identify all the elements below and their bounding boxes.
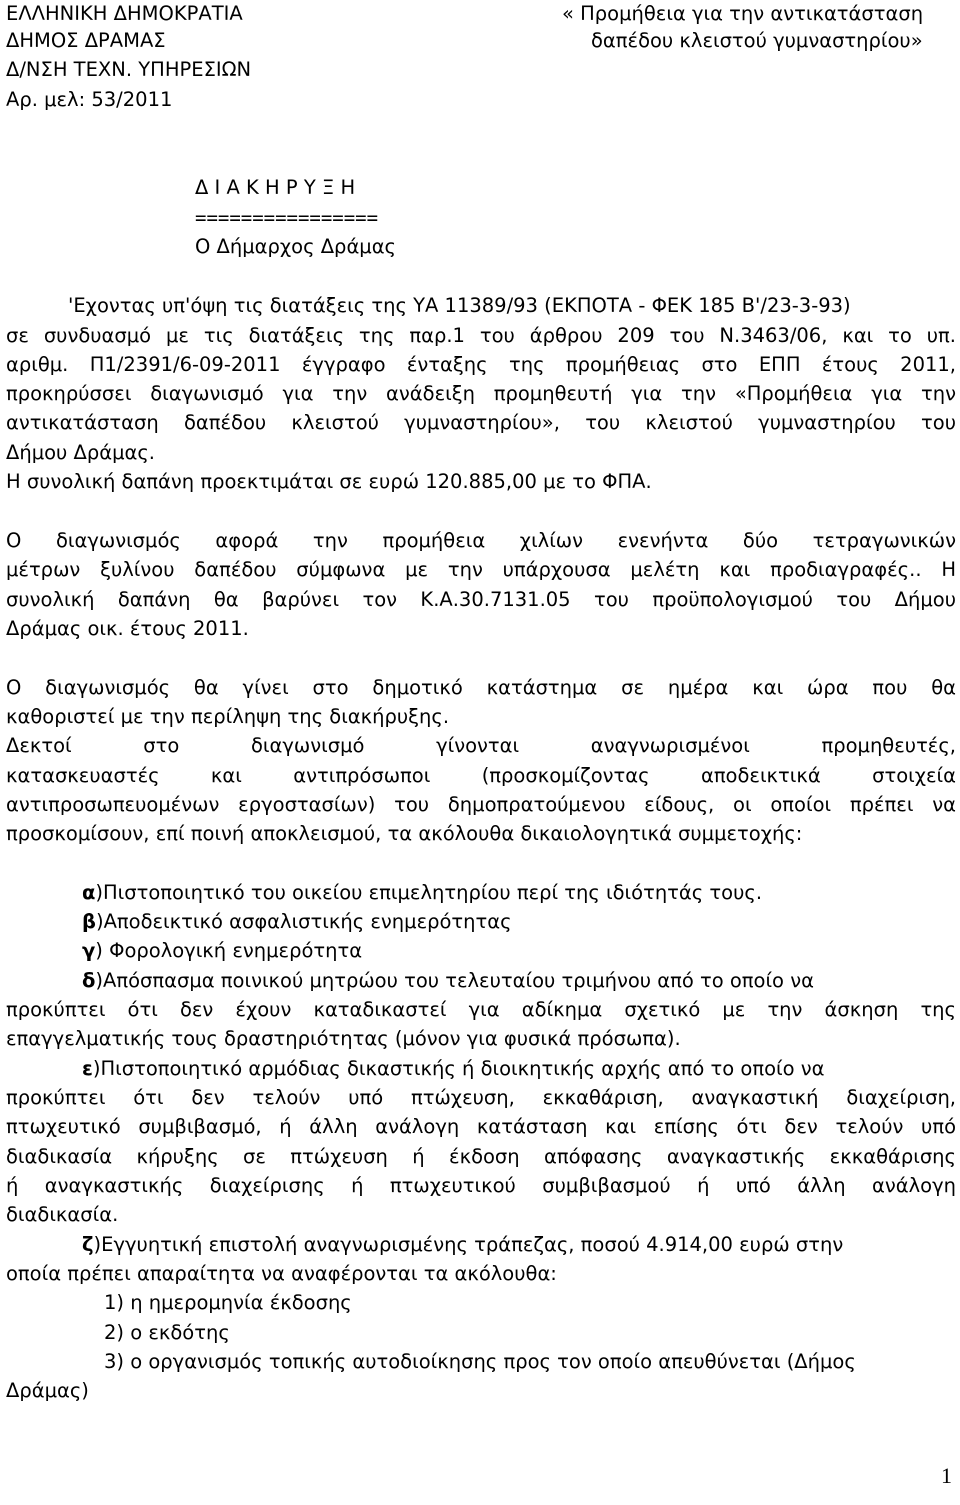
body-line-16: αντιπροσωπευομένων εργοστασίων) του δημοπρατούμενου είδους, οι οποίοι πρέπει να bbox=[6, 793, 956, 816]
item-z-label: ζ bbox=[82, 1233, 94, 1256]
item-e bbox=[82, 1055, 956, 1083]
body-line-10: συνολική δαπάνη θα βαρύνει τον Κ.Α.30.7131.05 του προϋπολογισμού του Δήμου bbox=[6, 588, 956, 611]
item-e-text: )Πιστοποιητικό αρμόδιας δικαστικής ή διοικητικής αρχής από το οποίο να bbox=[92, 1057, 825, 1080]
page-number: 1 bbox=[941, 1463, 952, 1488]
title-mayor: Ο Δήμαρχος Δράμας bbox=[195, 235, 396, 258]
body-line-12: Ο διαγωνισμός θα γίνει στο δημοτικό κατάστημα σε ημέρα και ώρα που θα bbox=[6, 676, 956, 699]
body-line-1: 'Εχοντας υπ'όψη τις διατάξεις της ΥΑ 11389/93 (ΕΚΠΟΤΑ - ΦΕΚ 185 Β'/23-3-93) bbox=[68, 294, 851, 317]
body-line-14: Δεκτοί στο διαγωνισμό γίνονται αναγνωρισμένοι προμηθευτές, bbox=[6, 734, 956, 757]
item-e-line4: διαδικασία κήρυξης σε πτώχευση ή έκδοση απόφασης αναγκαστικής εκκαθάρισης bbox=[6, 1145, 956, 1168]
header-subject-line2: δαπέδου κλειστού γυμναστηρίου» bbox=[591, 29, 923, 52]
item-c bbox=[82, 937, 956, 965]
item-e-label: ε bbox=[82, 1057, 93, 1080]
item-c-text: ) Φορολογική ενημερότητα bbox=[95, 939, 363, 962]
header-department: Δ/ΝΣΗ ΤΕΧΝ. ΥΠΗΡΕΣΙΩΝ bbox=[6, 58, 252, 81]
item-z bbox=[82, 1231, 956, 1259]
body-line-15: κατασκευαστές και αντιπρόσωποι (προσκομίζοντας αποδεικτικά στοιχεία bbox=[6, 764, 956, 787]
subitem-2: 2) ο εκδότης bbox=[104, 1321, 230, 1344]
header-municipality: ΔΗΜΟΣ ΔΡΑΜΑΣ bbox=[6, 29, 166, 52]
body-line-5: αντικατάσταση δαπέδου κλειστού γυμναστηρίου», του κλειστού γυμναστηρίου του bbox=[6, 411, 956, 434]
subitem-3-cont: Δράμας) bbox=[6, 1379, 89, 1402]
item-b-text: )Αποδεικτικό ασφαλιστικής ενημερότητας bbox=[95, 910, 512, 933]
item-a-label: α bbox=[82, 881, 96, 904]
header-subject-line1: « Προμήθεια για την αντικατάσταση bbox=[562, 2, 924, 25]
item-a-text: )Πιστοποιητικό του οικείου επιμελητηρίου περί της ιδιότητάς τους. bbox=[95, 881, 763, 904]
subitem-3: 3) ο οργανισμός τοπικής αυτοδιοίκησης προς τον οποίο απευθύνεται (Δήμος bbox=[104, 1350, 856, 1373]
item-z-line2: οποία πρέπει απαραίτητα να αναφέρονται τα ακόλουθα: bbox=[6, 1262, 557, 1285]
header-country: ΕΛΛΗΝΙΚΗ ΔΗΜΟΚΡΑΤΙΑ bbox=[6, 2, 243, 25]
body-line-2: σε συνδυασμό με τις διατάξεις της παρ.1 του άρθρου 209 του Ν.3463/06, και το υπ. bbox=[6, 324, 956, 347]
body-line-7: Η συνολική δαπάνη προεκτιμάται σε ευρώ 120.885,00 με το ΦΠΑ. bbox=[6, 470, 652, 493]
item-d-line2: προκύπτει ότι δεν έχουν καταδικαστεί για αδίκημα σχετικό με την άσκηση της bbox=[6, 998, 956, 1021]
item-d bbox=[82, 967, 956, 995]
item-b-label: β bbox=[82, 910, 96, 933]
item-c-label: γ bbox=[82, 939, 96, 962]
item-z-text: )Εγγυητική επιστολή αναγνωρισμένης τράπεζας, ποσού 4.914,00 ευρώ στην bbox=[93, 1233, 844, 1256]
body-line-11: Δράμας οικ. έτους 2011. bbox=[6, 617, 249, 640]
item-a bbox=[82, 879, 956, 907]
header-study-number: Αρ. μελ: 53/2011 bbox=[6, 88, 173, 111]
item-d-label: δ bbox=[82, 969, 96, 992]
body-line-17: προσκομίσουν, επί ποινή αποκλεισμού, τα ακόλουθα δικαιολογητικά συμμετοχής: bbox=[6, 822, 803, 845]
body-line-3: αριθμ. Π1/2391/6-09-2011 έγγραφο ένταξης της προμήθειας στο ΕΠΠ έτους 2011, bbox=[6, 353, 956, 376]
document-title: Δ Ι Α Κ Η Ρ Υ Ξ Η bbox=[195, 176, 356, 199]
body-line-6: Δήμου Δράμας. bbox=[6, 441, 155, 464]
body-line-4: προκηρύσσει διαγωνισμό για την ανάδειξη προμηθευτή για την «Προμήθεια για την bbox=[6, 382, 956, 405]
item-d-line3: επαγγελματικής τους δραστηριότητας (μόνον για φυσικά πρόσωπα). bbox=[6, 1027, 681, 1050]
item-d-text: )Απόσπασμα ποινικού μητρώου του τελευταίου τριμήνου από το οποίο να bbox=[95, 969, 814, 992]
body-line-9: μέτρων ξυλίνου δαπέδου σύμφωνα με την υπάρχουσα μελέτη και προδιαγραφές.. Η bbox=[6, 558, 956, 581]
body-line-13: καθοριστεί με την περίληψη της διακήρυξης. bbox=[6, 705, 450, 728]
body-line-8: Ο διαγωνισμός αφορά την προμήθεια χιλίων ενενήντα δύο τετραγωνικών bbox=[6, 529, 956, 552]
item-e-line2: προκύπτει ότι δεν τελούν υπό πτώχευση, εκκαθάριση, αναγκαστική διαχείριση, bbox=[6, 1086, 956, 1109]
item-e-line6: διαδικασία. bbox=[6, 1203, 119, 1226]
subitem-1: 1) η ημερομηνία έκδοσης bbox=[104, 1291, 352, 1314]
item-b bbox=[82, 908, 956, 936]
item-e-line3: πτωχευτικό συμβιβασμό, ή άλλη ανάλογη κατάσταση και επίσης ότι δεν τελούν υπό bbox=[6, 1115, 956, 1138]
title-rule: ================ bbox=[195, 207, 379, 229]
item-e-line5: ή αναγκαστικής διαχείρισης ή πτωχευτικού συμβιβασμού ή υπό άλλη ανάλογη bbox=[6, 1174, 956, 1197]
